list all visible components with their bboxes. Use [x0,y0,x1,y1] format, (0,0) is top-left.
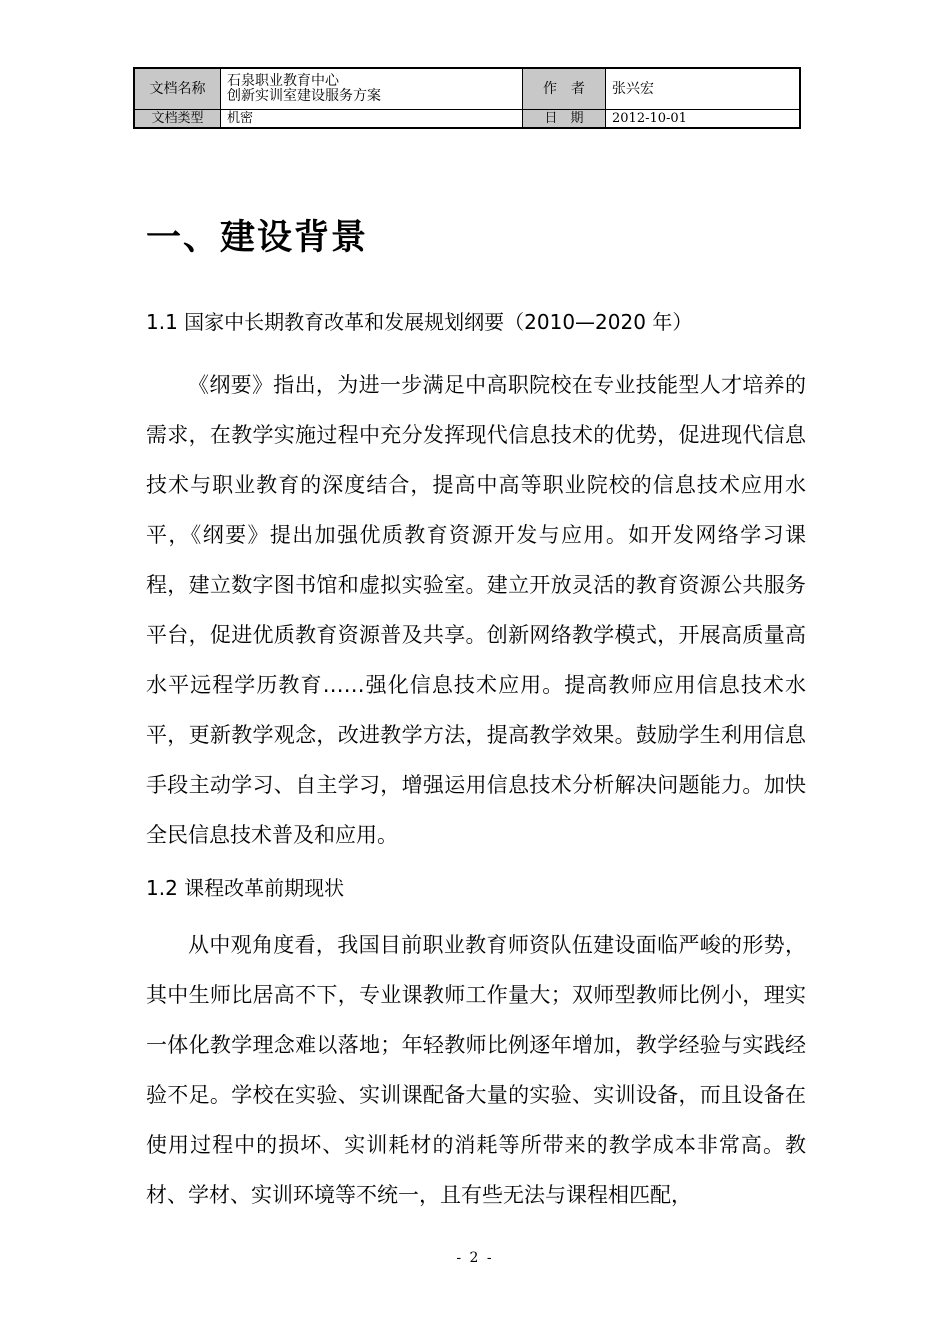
doc-name-label: 文档名称 [135,69,221,110]
date-value: 2012-10-01 [606,110,800,128]
doc-type-value: 机密 [221,110,523,128]
author-value: 张兴宏 [606,69,800,110]
page-number: - 2 - [456,1250,494,1266]
section-title: 一、建设背景 [146,218,369,258]
doc-type-label: 文档类型 [135,110,221,128]
subsection-paragraph-2: 从中观角度看，我国目前职业教育师资队伍建设面临严峻的形势，其中生师比居高不下，专业课教师工作量大；双师型教师比例小，理实一体化教学理念难以落地；年轻教师比例逐年增加，教学经验与实践经验不足。学校在实验、实训课配备大量的实验、实训设备，而且设备在使用过程中的损坏、实训耗材的消耗等所带来的教学成本非常高。教材、学材、实训环境等不统一，且有些无法与课程相匹配， [146,933,806,1207]
author-label: 作 者 [523,69,606,110]
doc-name-line2: 创新实训室建设服务方案 [227,88,381,105]
subsection-heading-2: 1.2 课程改革前期现状 [146,876,345,900]
document-info-table [134,68,800,128]
date-label: 日 期 [523,110,606,128]
subsection-heading-1: 1.1 国家中长期教育改革和发展规划纲要（2010—2020 年） [146,310,693,334]
doc-name-value [221,69,523,110]
doc-name-line1: 石泉职业教育中心 [227,73,339,90]
subsection-paragraph-1: 《纲要》指出，为进一步满足中高职院校在专业技能型人才培养的需求，在教学实施过程中充分发挥现代信息技术的优势，促进现代信息技术与职业教育的深度结合，提高中高等职业院校的信息技术应用水平，《纲要》提出加强优质教育资源开发与应用。如开发网络学习课程，建立数字图书馆和虚拟实验室。建立开放灵活的教育资源公共服务平台，促进优质教育资源普及共享。创新网络教学模式，开展高质量高水平远程学历教育……强化信息技术应用。提高教师应用信息技术水平，更新教学观念，改进教学方法，提高教学效果。鼓励学生利用信息手段主动学习、自主学习，增强运用信息技术分析解决问题能力。加快全民信息技术普及和应用。 [146,373,806,847]
